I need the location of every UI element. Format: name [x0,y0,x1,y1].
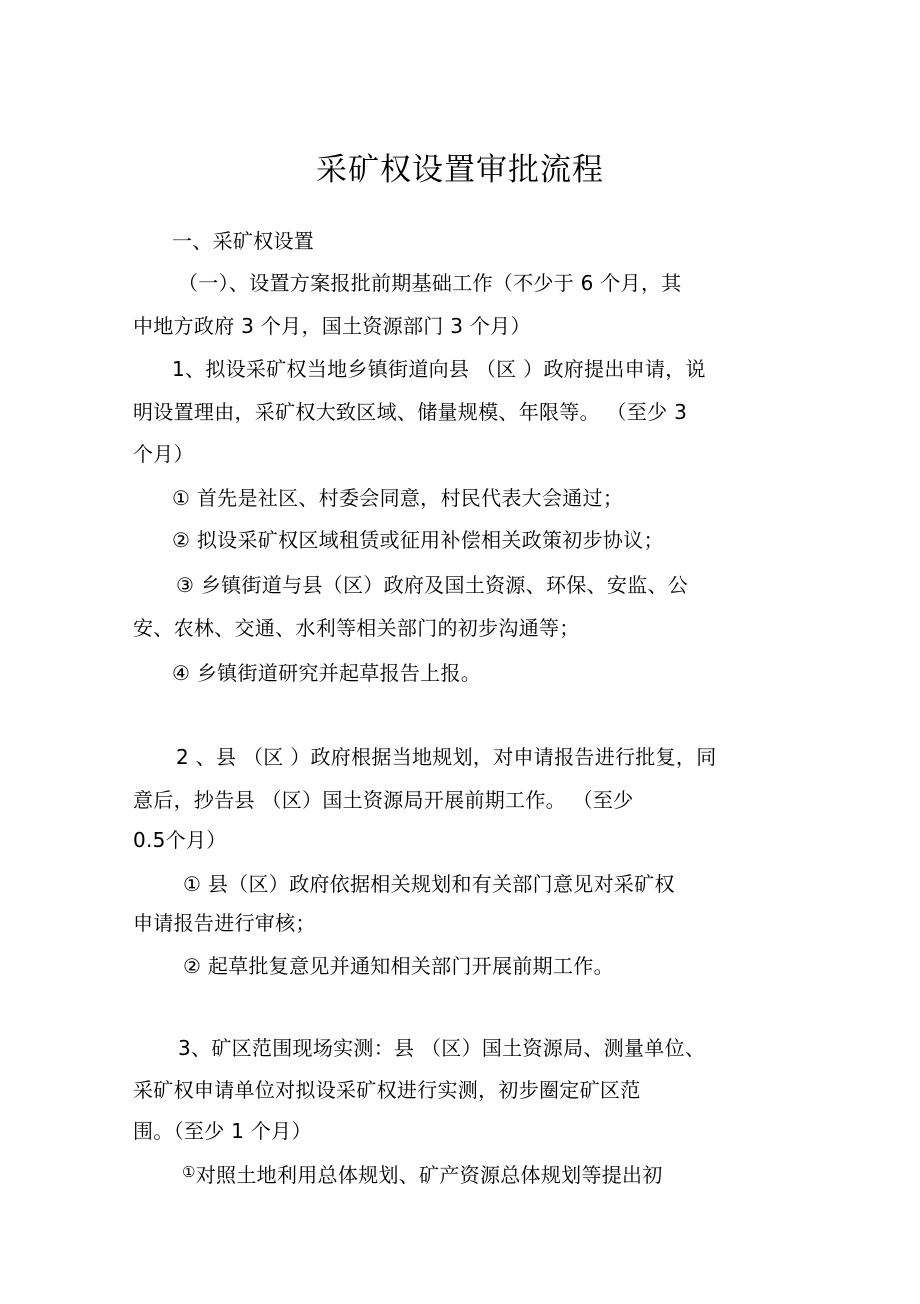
list-item-7 [182,1159,663,1188]
paragraph-2-line-1: 2 、县 （区 ）政府根据当地规划，对申请报告进行批复，同 [176,745,717,769]
paragraph-1-line-2: 明设置理由，采矿权大致区域、储量规模、年限等。 （至少 3 [133,400,688,424]
list-item-2: ② 拟设采矿权区域租赁或征用补偿相关政策初步协议； [172,528,664,552]
list-item-3-continued: 安、农林、交通、水利等相关部门的初步沟通等； [133,616,580,640]
list-item-1: ① 首先是社区、村委会同意，村民代表大会通过； [172,486,624,510]
paragraph-2-line-3: 0.5个月） [133,828,227,852]
list-item-6: ② 起草批复意见并通知相关部门开展前期工作。 [183,954,614,978]
document-title: 采矿权设置审批流程 [316,152,604,188]
paragraph-2-line-2: 意后，抄告县 （区）国土资源局开展前期工作。 （至少 [133,788,634,812]
paragraph-3-line-2: 采矿权申请单位对拟设采矿权进行实测，初步圈定矿区范 [133,1078,641,1102]
paragraph-1-line-3: 个月） [133,442,194,466]
paragraph-3-line-1: 3、矿区范围现场实测：县 （区）国土资源局、测量单位、 [178,1036,706,1060]
list-item-7-marker: ① [182,1163,196,1181]
list-item-3: ③ 乡镇街道与县（区）政府及国土资源、环保、安监、公 [176,573,689,597]
section-heading: 一、采矿权设置 [172,229,315,253]
list-item-4: ④ 乡镇街道研究并起草报告上报。 [172,661,482,685]
list-item-5: ① 县（区）政府依据相关规划和有关部门意见对采矿权 [183,872,675,896]
paragraph-3-line-3: 围。（至少 1 个月） [133,1119,312,1143]
subsection-heading: （一）、设置方案报批前期基础工作（不少于 6 个月，其 [178,271,682,295]
list-item-7-text: 对照土地利用总体规划、矿产资源总体规划等提出初 [195,1163,663,1187]
paragraph-1-line-1: 1、拟设采矿权当地乡镇街道向县 （区 ）政府提出申请，说 [172,357,706,381]
subsection-heading-continued: 中地方政府 3 个月，国土资源部门 3 个月） [133,314,531,338]
list-item-5-continued: 申请报告进行审核； [133,911,316,935]
